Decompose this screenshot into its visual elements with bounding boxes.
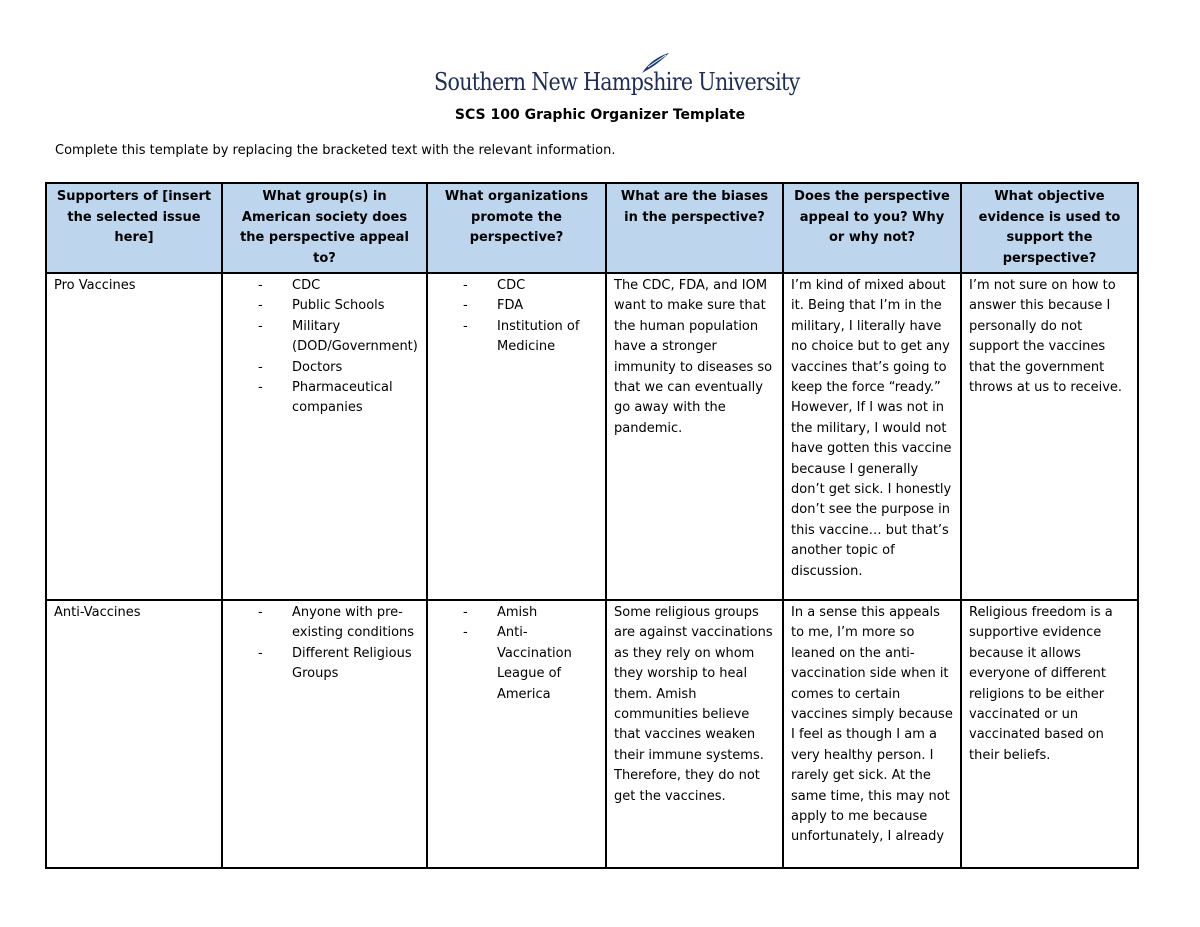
cell-organizations [427, 600, 606, 868]
graphic-organizer-table [45, 182, 1139, 869]
list-item: - FDA [463, 296, 598, 316]
header-groups: What group(s) in American society does the perspective appeal to? [222, 183, 427, 273]
cell-evidence: I’m not sure on how to answer this because I personally do not support the vaccines that the government throws at us to receive. [961, 273, 1138, 600]
list-item: - Military (DOD/Government) [258, 317, 419, 358]
cell-supporters: Anti-Vaccines [46, 600, 222, 868]
cell-evidence: Religious freedom is a supportive evidence because it allows everyone of different religions to be either vaccinated or un vaccinated based on their beliefs. [961, 600, 1138, 868]
table-row [46, 600, 1138, 868]
list-item: - Institution of Medicine [463, 317, 598, 358]
groups-list [230, 603, 419, 685]
list-item: - Doctors [258, 358, 419, 378]
cell-groups [222, 273, 427, 600]
cell-biases: The CDC, FDA, and IOM want to make sure that the human population have a stronger immunity to diseases so that we can eventually go away with the pandemic. [606, 273, 783, 600]
table-header-row [46, 183, 1138, 273]
header-appeal: Does the perspective appeal to you? Why or why not? [783, 183, 961, 273]
university-logo [434, 52, 800, 104]
cell-supporters: Pro Vaccines [46, 273, 222, 600]
list-item: - Different Religious Groups [258, 644, 419, 685]
table-row [46, 273, 1138, 600]
list-item: - Pharmaceutical companies [258, 378, 419, 419]
organizations-list [435, 276, 598, 358]
groups-list [230, 276, 419, 419]
cell-appeal: I’m kind of mixed about it. Being that I’m in the military, I literally have no choice but to get any vaccines that’s going to keep the force “ready.” However, If I was not in the military, I would not have gotten this vaccine because I generally don’t get sick. I honestly don’t see the purpose in this vaccine… but that’s another topic of discussion. [783, 273, 961, 600]
header-supporters: Supporters of [insert the selected issue here] [46, 183, 222, 273]
list-item: - CDC [463, 276, 598, 296]
list-item: - Anyone with pre-existing conditions [258, 603, 419, 644]
header-evidence: What objective evidence is used to support the perspective? [961, 183, 1138, 273]
document-title: SCS 100 Graphic Organizer Template [454, 107, 746, 123]
cell-organizations [427, 273, 606, 600]
list-item: - Amish [463, 603, 598, 623]
logo-wordmark: Southern New Hampshire University [434, 68, 800, 96]
instructions-text: Complete this template by replacing the bracketed text with the relevant information. [55, 143, 616, 158]
organizations-list [435, 603, 598, 705]
cell-appeal: In a sense this appeals to me, I’m more so leaned on the anti-vaccination side when it comes to certain vaccines simply because I feel as though I am a very healthy person. I rarely get sick. At the same time, this may not apply to me because unfortunately, I already [783, 600, 961, 868]
cell-groups [222, 600, 427, 868]
list-item: - Public Schools [258, 296, 419, 316]
list-item: - Anti-Vaccination League of America [463, 623, 598, 705]
list-item: - CDC [258, 276, 419, 296]
header-organizations: What organizations promote the perspective? [427, 183, 606, 273]
cell-biases: Some religious groups are against vaccinations as they rely on whom they worship to heal them. Amish communities believe that vaccines weaken their immune systems. Therefore, they do not get the vaccines. [606, 600, 783, 868]
header-biases: What are the biases in the perspective? [606, 183, 783, 273]
